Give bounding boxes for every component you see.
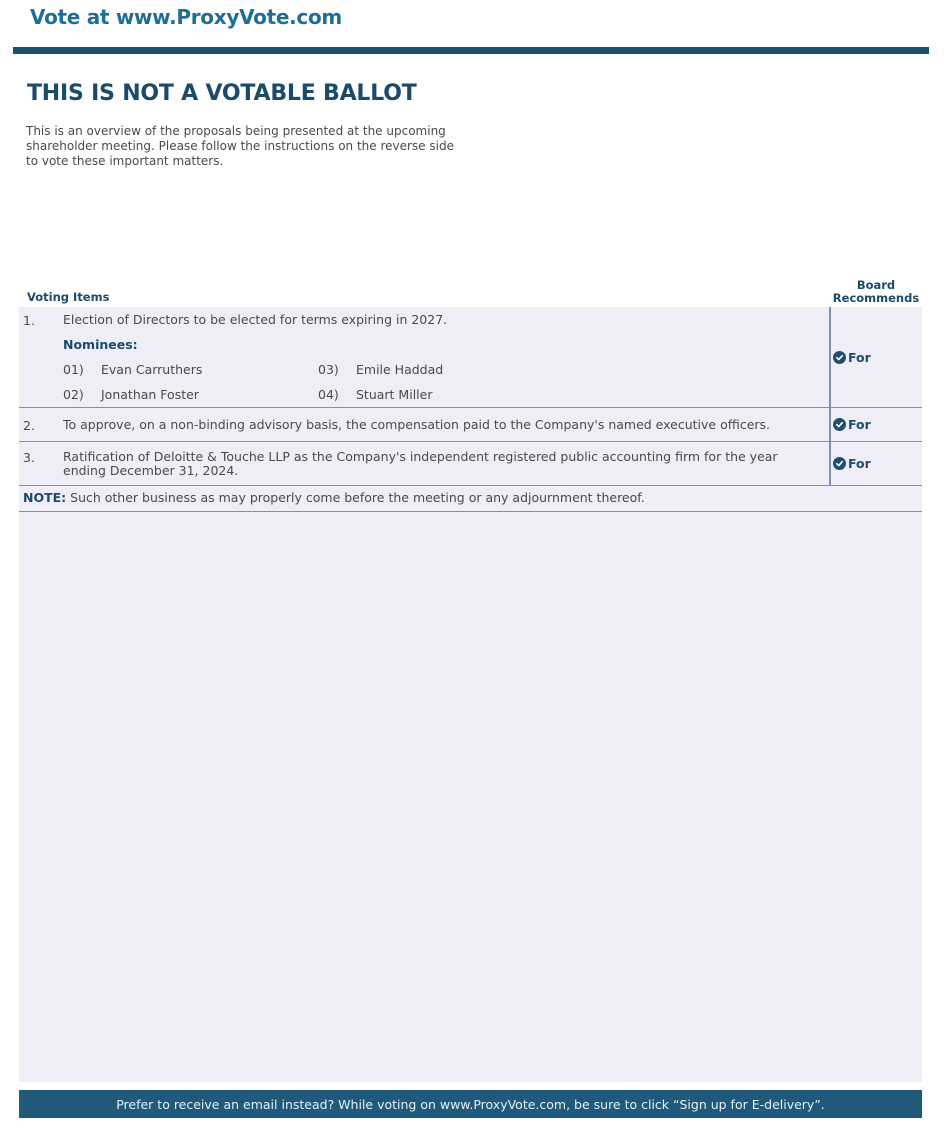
column-divider: [829, 307, 831, 408]
item-text-line2: ending December 31, 2024.: [63, 463, 239, 478]
recommendation-for: For: [833, 350, 871, 365]
item-number: 3.: [23, 450, 35, 465]
note-label: NOTE:: [23, 490, 67, 505]
edelivery-banner: [19, 1090, 922, 1118]
column-divider: [829, 408, 831, 442]
nominee-04: 04) Stuart Miller: [318, 387, 433, 402]
item-number: 2.: [23, 418, 35, 433]
item-text: To approve, on a non-binding advisory basis, the compensation paid to the Company's named executive officers.: [63, 417, 771, 432]
page-title: THIS IS NOT A VOTABLE BALLOT: [27, 81, 417, 106]
voting-item-2: [19, 408, 922, 442]
column-divider: [829, 442, 831, 486]
recommendation-for: For: [833, 417, 871, 432]
board-recommends-line2: Recommends: [832, 291, 920, 305]
voting-item-3: [19, 442, 922, 486]
recommendation-for: For: [833, 456, 871, 471]
check-circle-icon: [833, 351, 846, 364]
voting-items-header: Voting Items: [27, 290, 110, 304]
voting-items-panel: [19, 307, 922, 1082]
vote-at-proxyvote-link[interactable]: Vote at www.ProxyVote.com: [30, 5, 342, 29]
board-recommends-header: [829, 279, 923, 305]
header-divider: [13, 47, 929, 54]
nominee-03: 03) Emile Haddad: [318, 362, 444, 377]
check-circle-icon: [833, 457, 846, 470]
item-number: 1.: [23, 313, 35, 328]
check-circle-icon: [833, 418, 846, 431]
item-text-line1: Ratification of Deloitte & Touche LLP as the Company's independent registered public accounting firm for the year: [63, 449, 778, 464]
intro-text: This is an overview of the proposals being presented at the upcoming shareholder meeting. Please follow the instructions on the reverse side to vote these important matters.: [26, 124, 454, 168]
note-row: [19, 486, 922, 512]
board-recommends-line1: Board: [856, 278, 896, 292]
item-text: Election of Directors to be elected for terms expiring in 2027.: [63, 312, 448, 327]
edelivery-text: Prefer to receive an email instead? While voting on www.ProxyVote.com, be sure to click “Sign up for E-delivery”.: [116, 1096, 825, 1112]
nominees-label: Nominees:: [63, 337, 138, 352]
voting-item-1: [19, 307, 922, 408]
nominee-01: 01) Evan Carruthers: [63, 362, 203, 377]
nominee-02: 02) Jonathan Foster: [63, 387, 199, 402]
note-text: NOTE: Such other business as may properly come before the meeting or any adjournment thereof.: [23, 490, 645, 505]
